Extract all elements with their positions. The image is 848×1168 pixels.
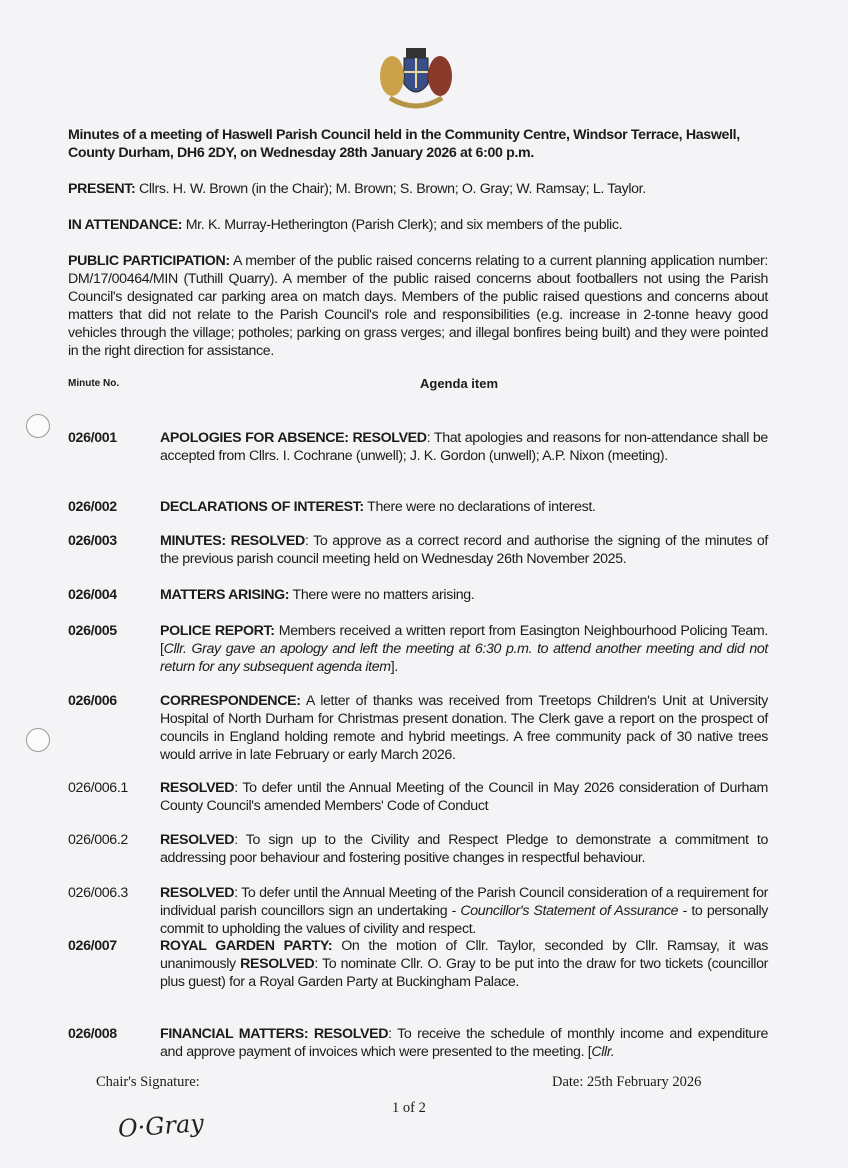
- minute-label: CORRESPONDENCE:: [160, 693, 301, 709]
- minute-body: : To defer until the Annual Meeting of the Parish Council consideration of a requirement for individual parish councillors sign an undertaking -: [160, 885, 768, 919]
- page-title: Minutes of a meeting of Haswell Parish Council held in the Community Centre, Windsor Terrace, Haswell, County Durham, DH6 2DY, on Wednesday 28th January 2026 at 6:00 p.m.: [68, 127, 740, 161]
- minute-body: A letter of thanks was received from Treetops Children's Unit at University Hospital of North Durham for Christmas present donation. The Clerk gave a report on the prospect of councils in England holding remote and hybrid meetings. A free community pack of 30 native trees would arrive in late February or early March 2026.: [160, 693, 768, 763]
- minute-no-header: Minute No.: [68, 378, 120, 389]
- minute-text: [160, 831, 768, 867]
- minute-item: [68, 532, 768, 568]
- minute-number: 026/003: [68, 533, 117, 549]
- punch-hole: [26, 414, 50, 438]
- minute-text: [160, 429, 768, 465]
- minute-italic: Cllr. Gray gave an apology and left the meeting at 6:30 p.m. to attend another meeting and did not return for any subsequent agenda item: [160, 641, 768, 675]
- present-section: [68, 180, 768, 198]
- haswell-crest-logo: [372, 44, 460, 114]
- minute-number: 026/006.3: [68, 885, 128, 901]
- minute-text: [160, 692, 768, 764]
- minute-number: 026/008: [68, 1026, 117, 1042]
- minute-item: [68, 622, 768, 676]
- minute-italic: Councillor's Statement of Assurance: [460, 903, 679, 919]
- minute-body: : To defer until the Annual Meeting of the Council in May 2026 consideration of Durham County Council's amended Members' Code of Conduct: [160, 780, 768, 814]
- minute-label: RESOLVED: [160, 780, 235, 796]
- minute-text: [160, 498, 768, 516]
- chair-signature-label: Chair's Signature:: [96, 1074, 200, 1090]
- minute-body: On the motion of Cllr. Taylor, seconded by Cllr. Ramsay, it was unanimously: [160, 938, 768, 972]
- public-participation-section: [68, 252, 768, 360]
- punch-hole: [26, 728, 50, 752]
- minute-italic: Cllr.: [591, 1044, 615, 1060]
- minute-item: [68, 429, 768, 465]
- minute-number: 026/004: [68, 587, 117, 603]
- minute-number: 026/002: [68, 499, 117, 515]
- minute-tail: ].: [390, 659, 398, 675]
- minute-body: Members received a written report from Easington Neighbourhood Policing Team. [: [160, 623, 768, 657]
- minute-number: 026/005: [68, 623, 117, 639]
- minute-label: MATTERS ARISING:: [160, 587, 290, 603]
- public-participation-text: A member of the public raised concerns relating to a current planning application number: DM/17/00464/MIN (Tuthill Quarry). A member of the public raised concerns about footballers not using the Parish Council's designated car parking area on match days. Members of the public raised questions and concerns about matters that did not relate to the Parish Council's role and responsibilities (e.g. increase in 2-tonne heavy good vehicles through the village; potholes; parking on grass verges; and illegal bonfires being built) and they were pointed in the right direction for assistance.: [68, 253, 768, 359]
- minute-item: [68, 779, 768, 815]
- minute-body: : To receive the schedule of monthly income and expenditure and approve payment of invoices which were presented to the meeting. [: [160, 1026, 768, 1060]
- minute-number: 026/006.2: [68, 832, 128, 848]
- minute-body: There were no matters arising.: [289, 587, 475, 603]
- handwritten-signature: O·Gray: [117, 1109, 205, 1143]
- minute-item: [68, 498, 768, 516]
- minute-item: [68, 831, 768, 867]
- minute-item: [68, 586, 768, 604]
- minute-text: [160, 884, 768, 938]
- minute-item: [68, 692, 768, 764]
- public-participation-label: PUBLIC PARTICIPATION:: [68, 253, 230, 269]
- minute-body: : That apologies and reasons for non-attendance shall be accepted from Cllrs. I. Cochrane (unwell); J. K. Gordon (unwell); A.P. Nixon (meeting).: [160, 430, 768, 464]
- page-number: 1 of 2: [392, 1100, 426, 1116]
- present-text: Cllrs. H. W. Brown (in the Chair); M. Brown; S. Brown; O. Gray; W. Ramsay; L. Taylor.: [135, 181, 646, 197]
- minute-text: [160, 586, 768, 604]
- agenda-item-header: Agenda item: [420, 376, 499, 391]
- minute-body: : To approve as a correct record and authorise the signing of the minutes of the previous parish council meeting held on Wednesday 26th November 2025.: [160, 533, 768, 567]
- minute-item: [68, 937, 768, 991]
- present-label: PRESENT:: [68, 181, 136, 197]
- minute-text: [160, 622, 768, 676]
- minute-label: FINANCIAL MATTERS: RESOLVED: [160, 1026, 389, 1042]
- minute-body: : To sign up to the Civility and Respect Pledge to demonstrate a commitment to addressing poor behaviour and fostering positive changes in respectful behaviour.: [160, 832, 768, 866]
- minute-tail: - to personally commit to upholding the values of civility and respect.: [160, 903, 769, 937]
- minute-label: RESOLVED: [160, 832, 235, 848]
- attendance-text: Mr. K. Murray-Hetherington (Parish Clerk); and six members of the public.: [182, 217, 623, 233]
- attendance-label: IN ATTENDANCE:: [68, 217, 183, 233]
- minute-number: 026/001: [68, 430, 117, 446]
- minute-body: There were no declarations of interest.: [363, 499, 596, 515]
- minute-label-2: RESOLVED: [240, 956, 315, 972]
- minute-text: [160, 532, 768, 568]
- minute-text: [160, 937, 768, 991]
- minute-text: [160, 1025, 768, 1061]
- minute-label: POLICE REPORT:: [160, 623, 275, 639]
- minute-label: ROYAL GARDEN PARTY:: [160, 938, 333, 954]
- minute-item: [68, 884, 768, 938]
- minute-tail: : To nominate Cllr. O. Gray to be put into the draw for two tickets (councillor plus guest) for a Royal Garden Party at Buckingham Palace.: [160, 956, 768, 990]
- minute-number: 026/006: [68, 693, 117, 709]
- minute-number: 026/006.1: [68, 780, 128, 796]
- attendance-section: [68, 216, 768, 234]
- minute-label: MINUTES: RESOLVED: [160, 533, 305, 549]
- minute-text: [160, 779, 768, 815]
- minute-label: RESOLVED: [160, 885, 235, 901]
- signature-date: Date: 25th February 2026: [552, 1074, 702, 1090]
- minute-item: [68, 1025, 768, 1061]
- minute-label: DECLARATIONS OF INTEREST:: [160, 499, 364, 515]
- minute-label: APOLOGIES FOR ABSENCE: RESOLVED: [160, 430, 427, 446]
- minute-number: 026/007: [68, 938, 117, 954]
